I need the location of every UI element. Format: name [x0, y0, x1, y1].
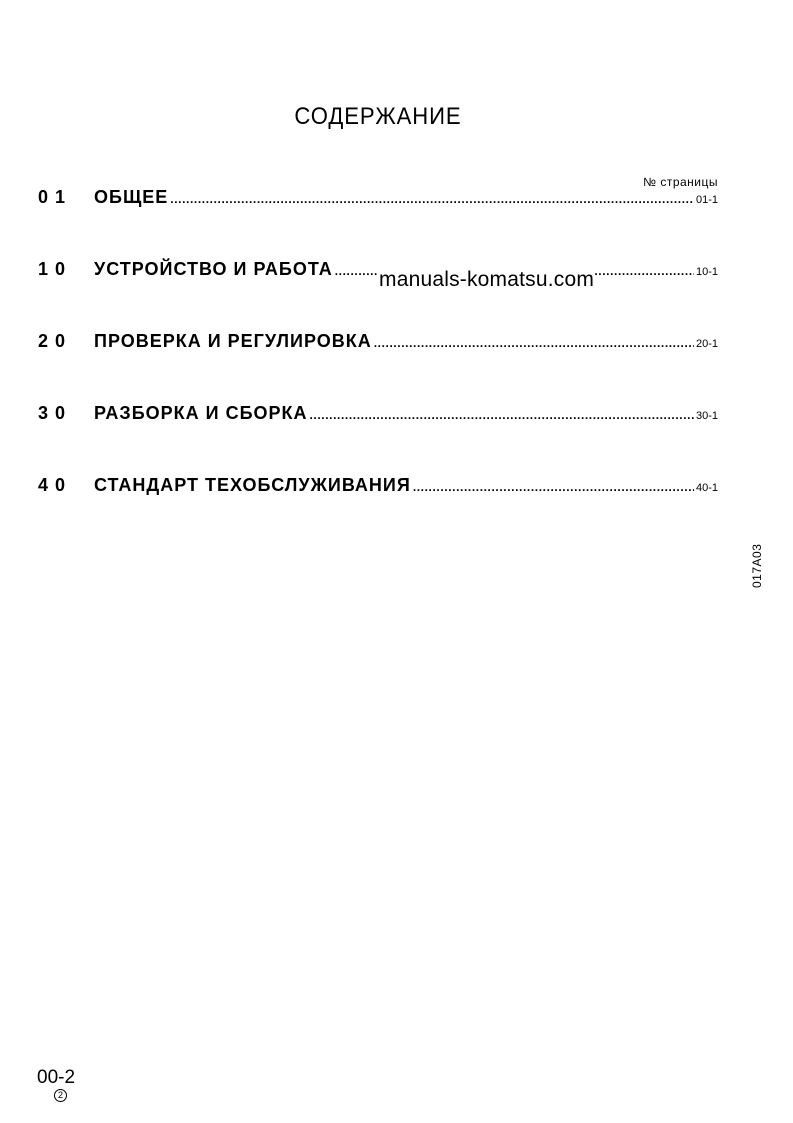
watermark-text: manuals-komatsu.com — [379, 268, 595, 291]
document-code: 017A03 — [750, 543, 764, 588]
toc-page-number: 01-1 — [695, 194, 718, 206]
footer-page-number: 00-2 — [37, 1067, 76, 1088]
toc-entry-20[interactable] — [38, 331, 718, 403]
page-title: СОДЕРЖАНИЕ — [294, 103, 462, 130]
toc-page-number: 40-1 — [695, 482, 718, 494]
toc-page-number: 20-1 — [695, 338, 718, 350]
toc-section-number: 20 — [38, 331, 73, 351]
dot-leader — [170, 192, 694, 206]
revision-mark: 2 — [54, 1089, 67, 1102]
toc-section-title: ОБЩЕЕ — [94, 187, 169, 207]
page-number-column-label: № страницы — [643, 175, 718, 189]
toc-page-number: 30-1 — [695, 410, 718, 422]
toc-section-title: УСТРОЙСТВО И РАБОТА — [94, 259, 333, 279]
toc-entry-40[interactable] — [38, 475, 718, 547]
dot-leader — [413, 480, 694, 494]
toc-section-number: 10 — [38, 259, 73, 279]
toc-page-number: 10-1 — [695, 266, 718, 278]
toc-entry-30[interactable] — [38, 403, 718, 475]
table-of-contents — [38, 187, 718, 547]
toc-section-title: СТАНДАРТ ТЕХОБСЛУЖИВАНИЯ — [94, 475, 411, 495]
toc-section-number: 40 — [38, 475, 73, 495]
toc-section-title: РАЗБОРКА И СБОРКА — [94, 403, 308, 423]
toc-section-number: 01 — [38, 187, 73, 207]
dot-leader — [310, 408, 694, 422]
toc-section-number: 30 — [38, 403, 73, 423]
dot-leader — [374, 336, 694, 350]
toc-entry-01[interactable] — [38, 187, 718, 259]
toc-section-title: ПРОВЕРКА И РЕГУЛИРОВКА — [94, 331, 372, 351]
